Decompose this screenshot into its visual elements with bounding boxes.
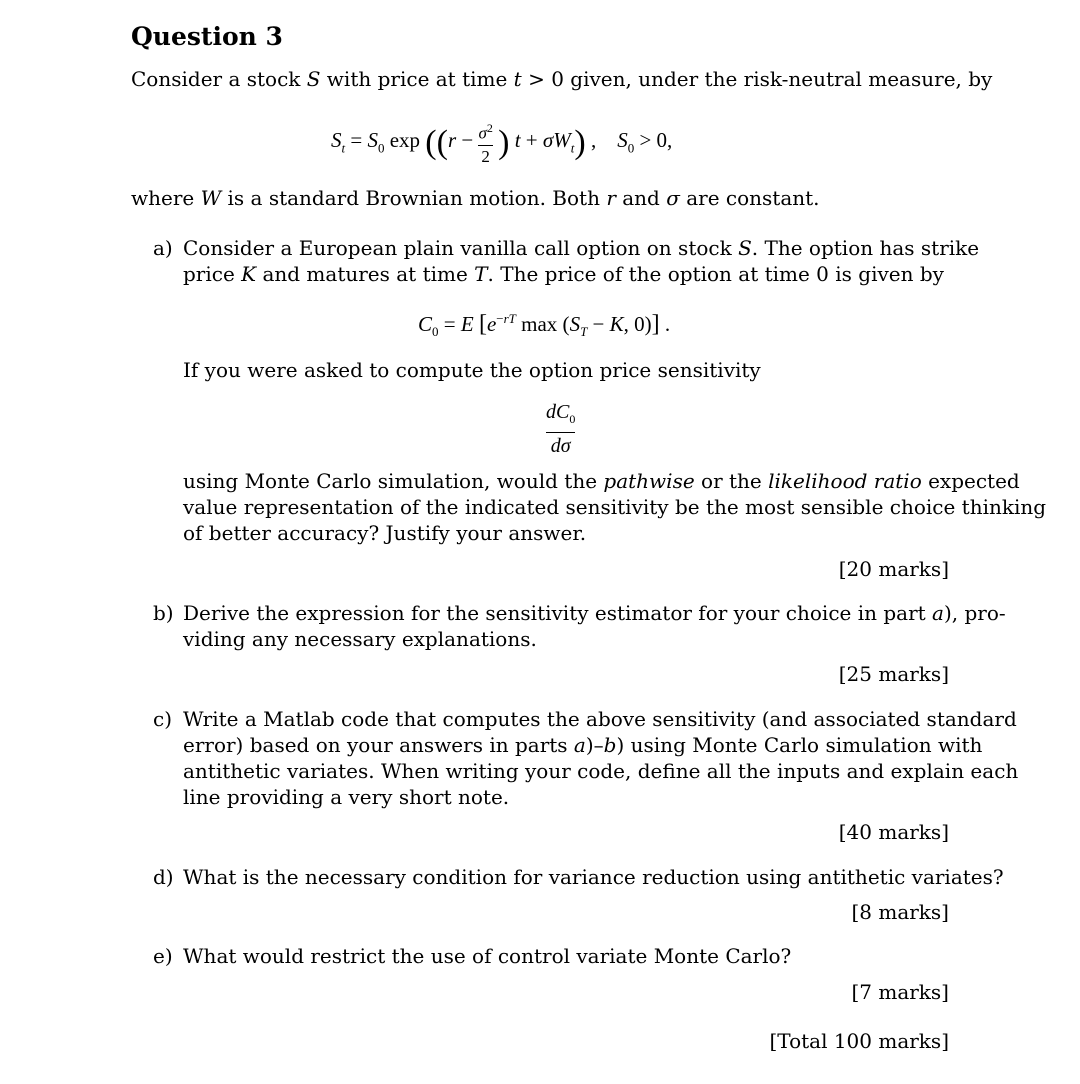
intro-line: Consider a stock S with price at time t > 0 given, under the risk-neutral measure, by bbox=[131, 67, 993, 91]
brownian-line: where W is a standard Brownian motion. Both r and σ are constant. bbox=[131, 186, 820, 210]
part-a-line5: value representation of the indicated sensitivity be the most sensible choice thinking bbox=[183, 495, 1047, 519]
part-d-line1: d) What is the necessary condition for variance reduction using antithetic variates? bbox=[153, 865, 1004, 889]
part-c-line3: antithetic variates. When writing your code, define all the inputs and explain each bbox=[183, 759, 1019, 783]
part-b-line2: viding any necessary explanations. bbox=[183, 627, 537, 651]
part-a-line4: using Monte Carlo simulation, would the pathwise or the likelihood ratio expected bbox=[183, 469, 1020, 493]
part-e-line1: e) What would restrict the use of control variate Monte Carlo? bbox=[153, 944, 792, 968]
total-marks: [Total 100 marks] bbox=[769, 1029, 949, 1053]
part-e-marks: [7 marks] bbox=[851, 980, 949, 1004]
part-b-line1: b) Derive the expression for the sensitivity estimator for your choice in part a), pro- bbox=[153, 601, 1006, 625]
part-a-line3: If you were asked to compute the option price sensitivity bbox=[183, 358, 761, 382]
option-price-equation: $C_0 = E$ [$e^{-rT}$ $\max (S_T - K$, 0)] . bbox=[418, 311, 671, 340]
part-c-line4: line providing a very short note. bbox=[183, 785, 510, 809]
part-c-line2: error) based on your answers in parts a)–b) using Monte Carlo simulation with bbox=[183, 733, 983, 757]
sensitivity-fraction: $\frac{dC_0}{d\sigma}$ bbox=[546, 401, 576, 457]
part-c-marks: [40 marks] bbox=[838, 820, 949, 844]
part-d-marks: [8 marks] bbox=[851, 900, 949, 924]
part-a-line1: a) Consider a European plain vanilla call option on stock S. The option has strike bbox=[153, 236, 980, 260]
question-title: Question 3 bbox=[131, 22, 283, 51]
stock-price-equation: $S_t = S_0$ exp ((r − $\frac{\sigma^2}{2}$ ) $t + \sigma W_t$) , $S_0 > 0$, bbox=[331, 121, 673, 166]
part-a-line2: price K and matures at time T. The price of the option at time 0 is given by bbox=[183, 262, 944, 286]
part-c-line1: c) Write a Matlab code that computes the above sensitivity (and associated standard bbox=[153, 707, 1017, 731]
part-b-marks: [25 marks] bbox=[838, 662, 949, 686]
part-a-line6: of better accuracy? Justify your answer. bbox=[183, 521, 587, 545]
part-a-marks: [20 marks] bbox=[838, 557, 949, 581]
